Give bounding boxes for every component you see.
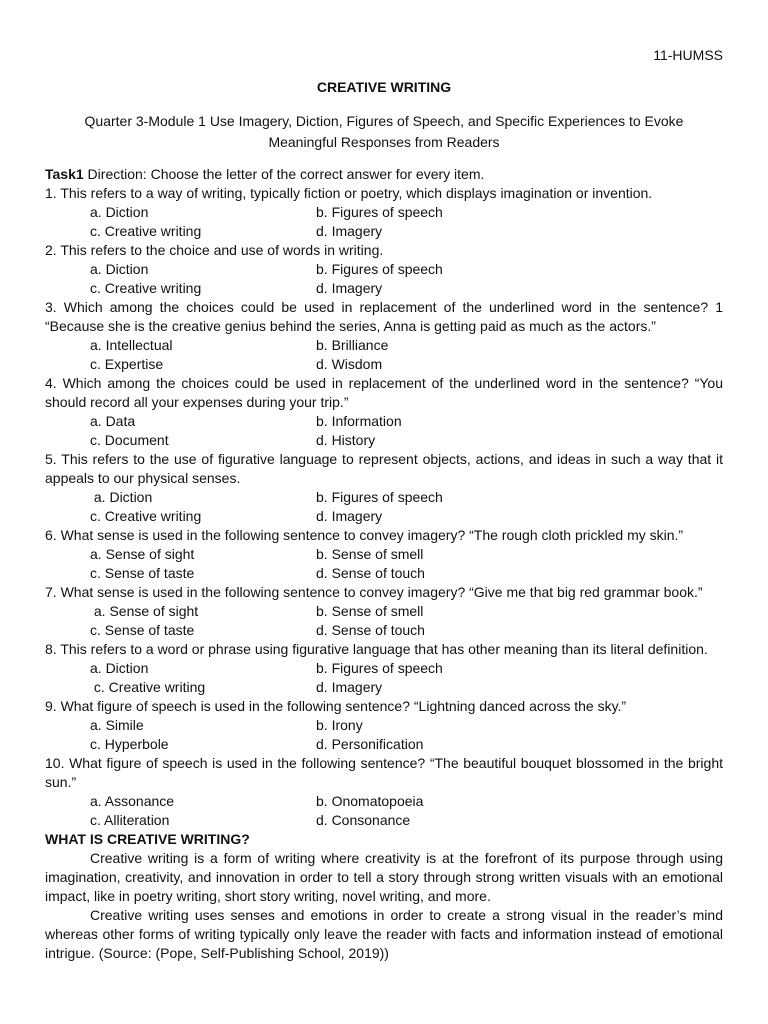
choice-c: c. Alliteration (90, 812, 170, 828)
module-subtitle: Quarter 3-Module 1 Use Imagery, Diction, Figures of Speech, and Specific Experiences to Evoke Meaningful Responses from Readers (84, 113, 684, 150)
choice-b: b. Figures of speech (316, 204, 443, 220)
choice-a: a. Assonance (90, 793, 175, 809)
task-direction (45, 165, 723, 184)
choice-c: c. Sense of taste (90, 622, 195, 638)
question-text: 8. This refers to a word or phrase using figurative language that has other meaning than its literal definition. (45, 641, 708, 657)
question-text: 7. What sense is used in the following sentence to convey imagery? “Give me that big red grammar book.” (45, 584, 703, 600)
question-2 (45, 241, 723, 298)
choice-a: a. Sense of sight (90, 546, 195, 562)
choice-a: a. Intellectual (90, 337, 173, 353)
document-content (45, 165, 723, 963)
question-5 (45, 450, 723, 526)
choice-a: a. Diction (90, 660, 149, 676)
question-9 (45, 697, 723, 754)
choice-d: d. Personification (316, 736, 424, 752)
choice-c: c. Sense of taste (90, 565, 195, 581)
choice-c: c. Hyperbole (90, 736, 169, 752)
choice-a: a. Sense of sight (90, 603, 199, 619)
choice-a: a. Diction (90, 204, 149, 220)
choice-a: a. Diction (90, 261, 149, 277)
choice-d: d. Consonance (316, 812, 411, 828)
question-text: 6. What sense is used in the following sentence to convey imagery? “The rough cloth prickled my skin.” (45, 527, 684, 543)
choice-b: b. Onomatopoeia (316, 793, 424, 809)
choice-d: d. Imagery (316, 679, 383, 695)
grade-section-label: 11-HUMSS (653, 47, 723, 63)
choice-d: d. Wisdom (316, 356, 383, 372)
choice-c: c. Document (90, 432, 169, 448)
question-text: 3. Which among the choices could be used in replacement of the underlined word in the sentence? 1 “Because she is the creative genius behind the series, Anna is getting paid as much as the actors.” (45, 299, 723, 334)
section-heading: WHAT IS CREATIVE WRITING? (45, 831, 250, 847)
question-4 (45, 374, 723, 450)
task-label: Task1 (45, 166, 84, 182)
section-paragraph: Creative writing uses senses and emotions in order to create a strong visual in the reader’s mind whereas other forms of writing typically only leave the reader with facts and information instead of emotional intrigue. (Source: (Pope, Self-Publishing School, 2019)) (45, 907, 723, 961)
choice-c: c. Creative writing (90, 280, 202, 296)
choice-b: b. Brilliance (316, 337, 389, 353)
choice-b: b. Sense of smell (316, 546, 424, 562)
choice-c: c. Creative writing (90, 223, 202, 239)
choice-a: a. Data (90, 413, 136, 429)
choice-c: c. Expertise (90, 356, 164, 372)
task-direction-text: Direction: Choose the letter of the correct answer for every item. (83, 166, 485, 182)
question-text: 9. What figure of speech is used in the following sentence? “Lightning danced across the sky.” (45, 698, 627, 714)
choice-c: c. Creative writing (90, 679, 206, 695)
question-3 (45, 298, 723, 374)
question-text: 10. What figure of speech is used in the following sentence? “The beautiful bouquet blossomed in the bright sun.” (45, 755, 723, 790)
choice-d: d. Imagery (316, 223, 383, 239)
question-7 (45, 583, 723, 640)
choice-d: d. History (316, 432, 376, 448)
choice-a: a. Simile (90, 717, 144, 733)
question-1 (45, 184, 723, 241)
choice-b: b. Figures of speech (316, 489, 443, 505)
document-title: CREATIVE WRITING (316, 79, 452, 95)
question-text: 1. This refers to a way of writing, typically fiction or poetry, which displays imagination or invention. (45, 185, 653, 201)
question-6 (45, 526, 723, 583)
choice-d: d. Sense of touch (316, 622, 425, 638)
choice-b: b. Information (316, 413, 402, 429)
choice-d: d. Imagery (316, 508, 383, 524)
question-text: 4. Which among the choices could be used in replacement of the underlined word in the sentence? “You should record all your expenses during your trip.” (45, 375, 723, 410)
choice-c: c. Creative writing (90, 508, 202, 524)
question-10 (45, 754, 723, 830)
choice-b: b. Figures of speech (316, 660, 443, 676)
choice-b: b. Irony (316, 717, 363, 733)
question-8 (45, 640, 723, 697)
choice-d: d. Imagery (316, 280, 383, 296)
choice-b: b. Figures of speech (316, 261, 443, 277)
question-text: 5. This refers to the use of figurative language to represent objects, actions, and ideas in such a way that it appeals to our physical senses. (45, 451, 723, 486)
question-text: 2. This refers to the choice and use of words in writing. (45, 242, 384, 258)
choice-b: b. Sense of smell (316, 603, 424, 619)
section-paragraph: Creative writing is a form of writing where creativity is at the forefront of its purpose through using imagination, creativity, and innovation in order to tell a story through strong written visuals with an emotional impact, like in poetry writing, short story writing, novel writing, and more. (45, 850, 723, 904)
choice-d: d. Sense of touch (316, 565, 425, 581)
choice-a: a. Diction (90, 489, 153, 505)
